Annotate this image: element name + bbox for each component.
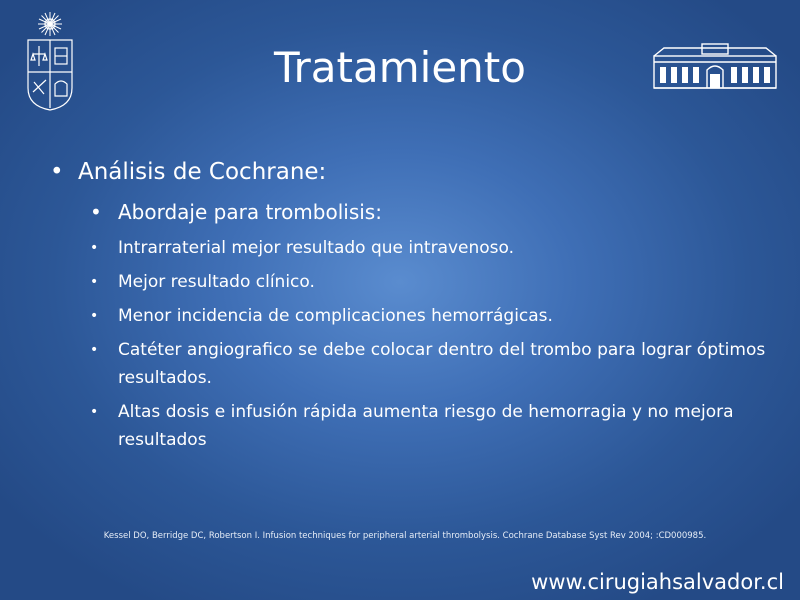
bullet-text: Altas dosis e infusión rápida aumenta riesgo de hemorragia y no mejora resultados xyxy=(118,402,734,450)
bullet-list-level1 xyxy=(48,156,768,188)
bullet-list-level3 xyxy=(88,234,768,454)
bullet-icon: • xyxy=(90,274,99,290)
bullet-text: Abordaje para trombolisis: xyxy=(118,200,382,224)
bullet-icon: • xyxy=(90,404,99,420)
list-item xyxy=(88,398,768,454)
bullet-icon: • xyxy=(50,159,64,185)
slide-title: Tratamiento xyxy=(274,43,526,92)
bullet-text: Mejor resultado clínico. xyxy=(118,272,315,292)
bullet-icon: • xyxy=(90,240,99,256)
list-item xyxy=(88,302,768,330)
hospital-building-icon xyxy=(652,42,778,92)
bullet-text: Menor incidencia de complicaciones hemorrágicas. xyxy=(118,306,553,326)
citation: Kessel DO, Berridge DC, Robertson I. Infusion techniques for peripheral arterial thrombolysis. Cochrane Database Syst Rev 2004; :CD000985. xyxy=(103,531,707,541)
bullet-list-level2 xyxy=(88,198,768,226)
list-item xyxy=(88,268,768,296)
slide-content xyxy=(48,156,768,460)
footer-url: www.cirugiahsalvador.cl xyxy=(531,570,784,594)
list-item xyxy=(88,336,768,392)
bullet-icon: • xyxy=(90,342,99,358)
bullet-text: Intrarraterial mejor resultado que intravenoso. xyxy=(118,238,515,258)
bullet-text: Catéter angiografico se debe colocar dentro del trombo para lograr óptimos resultados. xyxy=(118,340,766,388)
bullet-icon: • xyxy=(90,308,99,324)
bullet-icon: • xyxy=(90,200,102,224)
list-item xyxy=(48,156,768,188)
list-item xyxy=(88,198,768,226)
list-item xyxy=(88,234,768,262)
bullet-text: Análisis de Cochrane: xyxy=(78,159,327,185)
